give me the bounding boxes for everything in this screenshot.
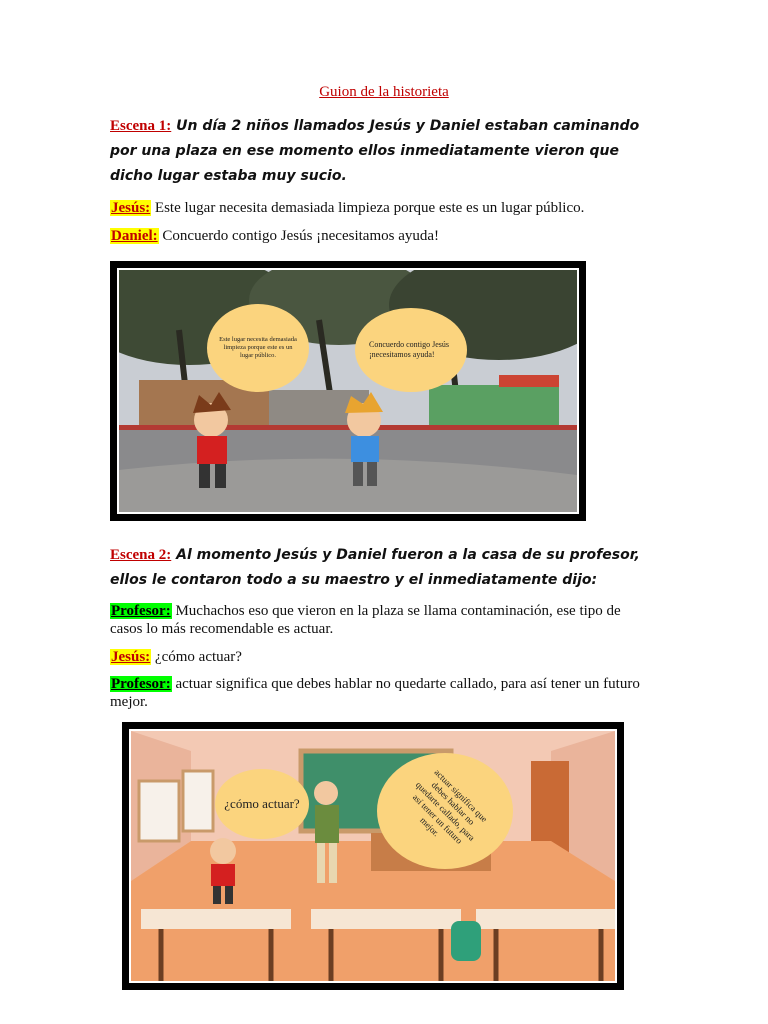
speech-bubble-jesus: ¿cómo actuar? [215, 769, 309, 839]
comic-panel-plaza [110, 261, 586, 521]
dialogue-line [110, 648, 640, 666]
speech-bubble-profesor [377, 753, 513, 869]
speaker-label: Jesús: [111, 649, 151, 665]
speaker-label: Jesús: [111, 200, 151, 216]
scene-1-text: Un día 2 niños llamados Jesús y Daniel estaban caminando por una plaza en ese momento ellos inmediatamente vieron que dicho lugar estaba muy sucio. [110, 118, 640, 184]
dialogue-text: Muchachos eso que vieron en la plaza se llama contaminación, ese tipo de casos lo más recomendable es actuar. [110, 603, 621, 637]
scene-1-narration [110, 114, 650, 189]
scene-2-text: Al momento Jesús y Daniel fueron a la casa de su profesor, ellos le contaron todo a su maestro y el inmediatamente dijo: [110, 547, 640, 588]
scene-1-label: Escena 1: [110, 118, 172, 134]
classroom-illustration [129, 729, 617, 983]
plaza-illustration [117, 268, 579, 514]
dialogue-text: ¿cómo actuar? [154, 649, 242, 665]
dialogue-text: actuar significa que debes hablar no quedarte callado, para así tener un futuro mejor. [110, 676, 640, 710]
scene-2-label: Escena 2: [110, 547, 172, 563]
document-title: Guion de la historieta [319, 84, 449, 100]
dialogue-text: Este lugar necesita demasiada limpieza porque este es un lugar público. [154, 200, 585, 216]
dialogue-line [110, 227, 640, 245]
speech-bubble-daniel: Concuerdo contigo Jesús ¡necesitamos ayuda! [355, 308, 467, 392]
dialogue-line [110, 199, 640, 217]
speaker-label: Profesor: [111, 603, 171, 619]
dialogue-line [110, 602, 640, 638]
speech-bubble-jesus: Este lugar necesita demasiada limpieza porque este es un lugar público. [207, 304, 309, 392]
speaker-label: Profesor: [111, 676, 171, 692]
scene-2-narration [110, 543, 650, 593]
comic-panel-classroom [122, 722, 624, 990]
dialogue-text: Concuerdo contigo Jesús ¡necesitamos ayuda! [162, 228, 440, 244]
speaker-label: Daniel: [111, 228, 158, 244]
speech-bubble-text: actuar significa que debes hablar no quedarte callado, para así tener un futuro mejor. [410, 766, 490, 846]
dialogue-line [110, 675, 640, 711]
